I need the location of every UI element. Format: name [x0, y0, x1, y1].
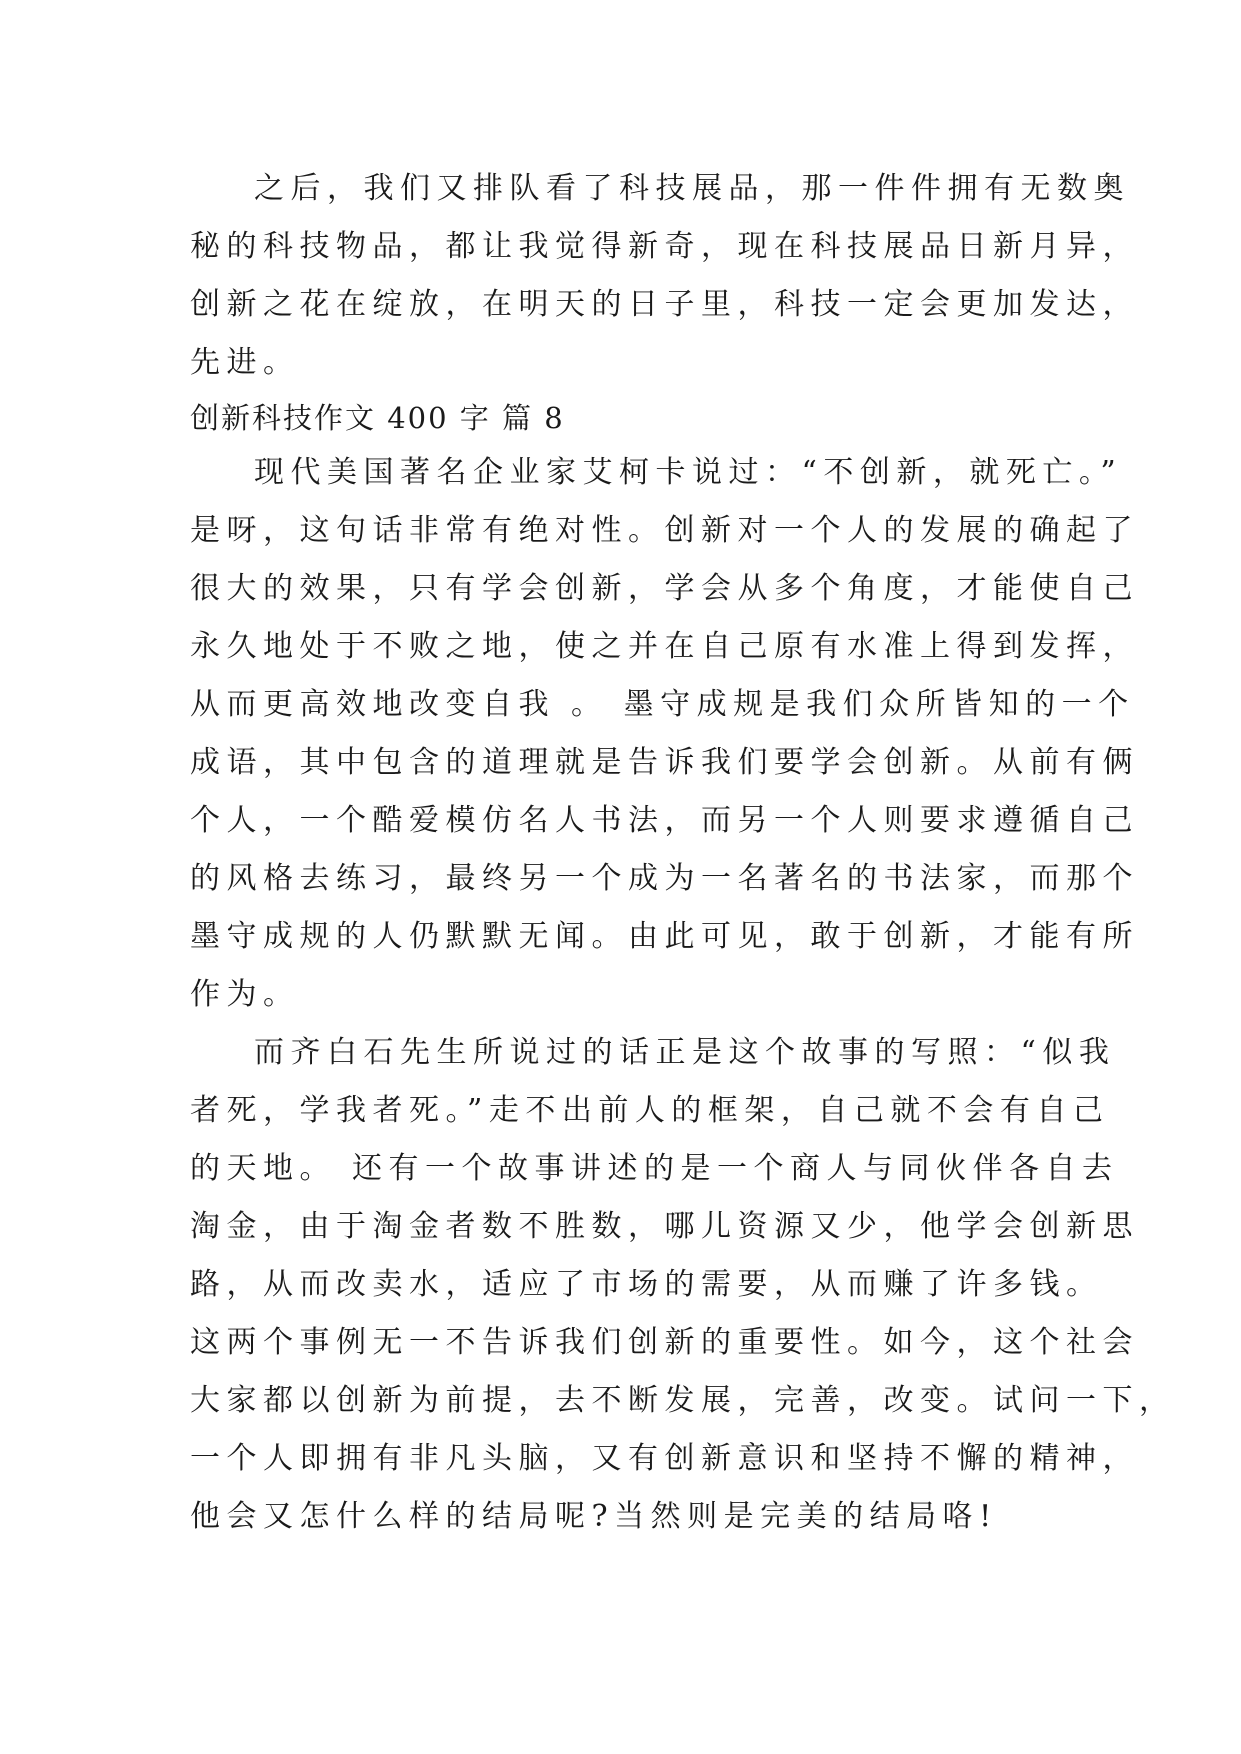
paragraph-line: 个人，一个酷爱模仿名人书法，而另一个人则要求遵循自己 [190, 803, 1139, 838]
paragraph-line: 先进。 [190, 345, 300, 380]
paragraph-3 [190, 1024, 1176, 1546]
paragraph-line: 而齐白石先生所说过的话正是这个故事的写照：“似我 [254, 1035, 1116, 1070]
paragraph-line: 墨守成规的人仍默默无闻。由此可见，敢于创新，才能有所 [190, 919, 1139, 954]
paragraph-line: 创新之花在绽放，在明天的日子里，科技一定会更加发达， [190, 287, 1139, 322]
paragraph-line: 大家都以创新为前提，去不断发展，完善，改变。试问一下， [190, 1383, 1176, 1418]
paragraph-line: 作为。 [190, 977, 300, 1012]
paragraph-line: 之后，我们又排队看了科技展品，那一件件拥有无数奥 [254, 171, 1130, 206]
paragraph-line: 路，从而改卖水，适应了市场的需要，从而赚了许多钱。 [190, 1267, 1103, 1302]
paragraph-line: 从而更高效地改变自我 。 墨守成规是我们众所皆知的一个 [190, 687, 1135, 722]
paragraph-line: 淘金，由于淘金者数不胜数，哪儿资源又少，他学会创新思 [190, 1209, 1139, 1244]
section-title: 创新科技作文 400 字 篇 8 [190, 401, 565, 435]
paragraph-line: 者死，学我者死。”走不出前人的框架，自己就不会有自己 [190, 1093, 1110, 1128]
paragraph-line: 一个人即拥有非凡头脑，又有创新意识和坚持不懈的精神， [190, 1441, 1139, 1476]
paragraph-1 [190, 160, 1139, 392]
paragraph-line: 永久地处于不败之地，使之并在自己原有水准上得到发挥， [190, 629, 1139, 664]
paragraph-line: 是呀，这句话非常有绝对性。创新对一个人的发展的确起了 [190, 513, 1139, 548]
paragraph-line: 这两个事例无一不告诉我们创新的重要性。如今，这个社会 [190, 1325, 1139, 1360]
paragraph-line: 的风格去练习，最终另一个成为一名著名的书法家，而那个 [190, 861, 1139, 896]
paragraph-2 [190, 444, 1139, 1024]
paragraph-line: 他会又怎什么样的结局呢?当然则是完美的结局咯! [190, 1499, 998, 1534]
paragraph-line: 现代美国著名企业家艾柯卡说过：“不创新，就死亡。” [254, 455, 1123, 490]
paragraph-line: 秘的科技物品，都让我觉得新奇，现在科技展品日新月异， [190, 229, 1139, 264]
document-page [190, 160, 1176, 1546]
paragraph-line: 成语，其中包含的道理就是告诉我们要学会创新。从前有俩 [190, 745, 1139, 780]
paragraph-line: 很大的效果，只有学会创新，学会从多个角度，才能使自己 [190, 571, 1139, 606]
paragraph-line: 的天地。 还有一个故事讲述的是一个商人与同伙伴各自去 [190, 1151, 1119, 1186]
